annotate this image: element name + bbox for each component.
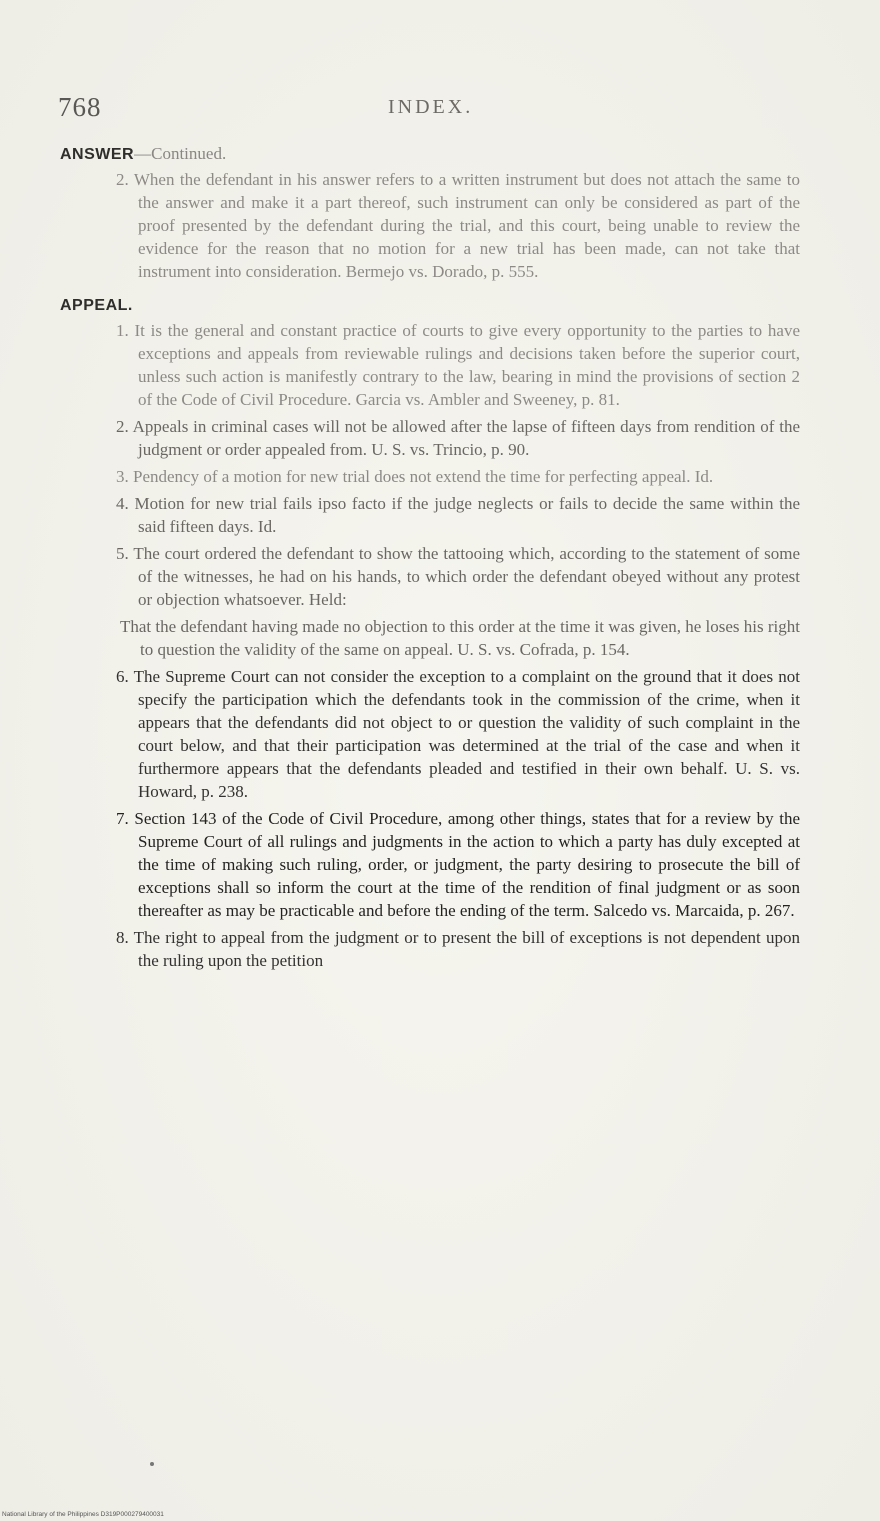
index-entry: 5. The court ordered the defendant to show the tattooing which, according to the statement of some of the witnesses, he had on his hands, to which order the defendant obeyed without any protest or objection whatsoever. Held:: [116, 544, 800, 609]
index-entry: 7. Section 143 of the Code of Civil Procedure, among other things, states that for a review by the Supreme Court of all rulings and judgments in the action to which a party has duly excepted at the time of making such ruling, order, or judgment, the party desiring to prosecute the bill of exceptions shall so inform the court at the time of the rendition of final judgment or as soon thereafter as may be practicable and before the ending of the term. Salcedo vs. Marcaida, p. 267.: [116, 809, 800, 920]
section-heading-appeal: [60, 293, 800, 317]
index-entry: 3. Pendency of a motion for new trial does not extend the time for perfecting appeal. Id.: [116, 467, 714, 486]
index-entry: 8. The right to appeal from the judgment or to present the bill of exceptions is not dependent upon the ruling upon the petition: [116, 928, 800, 970]
heading-text: ANSWER: [60, 146, 135, 163]
index-entry-holding: That the defendant having made no objection to this order at the time it was given, he loses his right to question the validity of the same on appeal. U. S. vs. Cofrada, p. 154.: [120, 617, 800, 659]
section-heading-answer: [60, 142, 800, 166]
heading-suffix: —Continued.: [134, 144, 227, 163]
index-entry: 4. Motion for new trial fails ipso facto if the judge neglects or fails to decide the same within the said fifteen days. Id.: [116, 494, 800, 536]
index-content: [60, 142, 800, 976]
page-number: 768: [58, 92, 102, 122]
running-title: INDEX.: [388, 96, 474, 118]
index-entry: 2. Appeals in criminal cases will not be allowed after the lapse of fifteen days from rendition of the judgment or order appealed from. U. S. vs. Trincio, p. 90.: [116, 417, 800, 459]
index-entry: 2. When the defendant in his answer refers to a written instrument but does not attach the same to the answer and make it a part thereof, such instrument can only be considered as part of the proof presented by the defendant during the trial, and this court, being unable to review the evidence for the reason that no motion for a new trial has been made, can not take that instrument into consideration. Bermejo vs. Dorado, p. 555.: [116, 170, 800, 281]
scan-credit: National Library of the Philippines D319P000279400031: [2, 1511, 164, 1518]
heading-suffix: .: [127, 297, 133, 314]
heading-text: APPEAL: [60, 297, 128, 314]
index-entry: 6. The Supreme Court can not consider the exception to a complaint on the ground that it does not specify the participation which the defendants took in the commission of the crime, when it appears that the defendants did not object to or question the validity of such complaint in the court below, and that their participation was determined at the trial of the case and when it furthermore appears that the defendants pleaded and testified in their own behalf. U. S. vs. Howard, p. 238.: [116, 667, 800, 801]
ink-speck: [150, 1462, 154, 1466]
index-entry: 1. It is the general and constant practice of courts to give every opportunity to the parties to have exceptions and appeals from reviewable rulings and decisions taken before the superior court, unless such action is manifestly contrary to the law, bearing in mind the provisions of section 2 of the Code of Civil Procedure. Garcia vs. Ambler and Sweeney, p. 81.: [116, 321, 800, 409]
page-header: [58, 92, 818, 128]
